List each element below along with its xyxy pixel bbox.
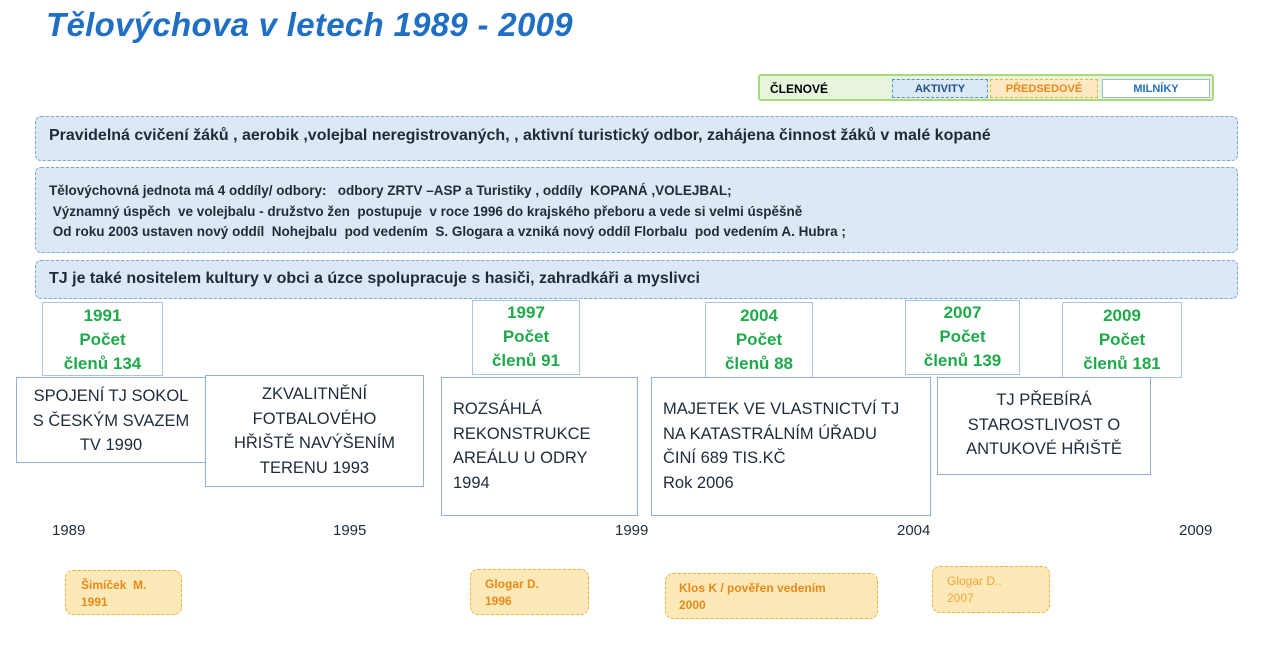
member-label: Počet — [79, 330, 126, 349]
member-year: 2004 — [740, 306, 778, 325]
milestone-line: HŘIŠTĚ NAVÝŠENÍM — [233, 434, 396, 452]
legend-chairmen: PŘEDSEDOVÉ — [990, 79, 1098, 98]
member-box-2009 — [1062, 302, 1182, 378]
milestone-box — [441, 377, 638, 516]
milestone-line: S ČESKÝM SVAZEM — [32, 411, 190, 430]
legend-milestones: MILNÍKY — [1102, 79, 1210, 98]
milestone-line: STAROSTLIVOST O — [967, 415, 1121, 434]
chairman-name: Glogar D. — [485, 577, 540, 591]
activity-band-1: Pravidelná cvičení žáků , aerobik ,volejbal neregistrovaných, , aktivní turistický odbor, zahájena činnost žáků v malé kopané — [35, 116, 1238, 161]
activity-band-2 — [35, 167, 1238, 253]
milestone-line: Rok 2006 — [663, 473, 734, 492]
chairman-box — [470, 569, 589, 615]
legend-activities: AKTIVITY — [892, 79, 988, 98]
milestone-line: AREÁLU U ODRY — [453, 449, 588, 467]
timeline-tick: 1995 — [333, 522, 367, 539]
chairman-box — [932, 566, 1050, 613]
milestone-line: TERENU 1993 — [259, 458, 370, 477]
milestone-line: TJ PŘEBÍRÁ — [996, 391, 1092, 409]
chairman-box — [665, 573, 878, 619]
member-count: členů 139 — [923, 351, 1002, 370]
chairman-year: 2000 — [679, 598, 706, 612]
member-box-2007 — [905, 300, 1020, 375]
member-year: 1991 — [83, 306, 122, 325]
member-box-1991 — [42, 302, 163, 376]
member-count: členů 134 — [63, 354, 142, 373]
member-year: 1997 — [507, 303, 545, 322]
milestone-line: REKONSTRUKCE — [453, 424, 591, 443]
timeline-tick: 1999 — [615, 522, 649, 539]
timeline-tick: 2004 — [897, 522, 931, 539]
member-label: Počet — [735, 330, 783, 349]
chairman-name: Šimíček M. — [81, 578, 147, 592]
legend — [758, 74, 1214, 101]
milestone-line: ROZSÁHLÁ — [453, 400, 542, 418]
member-label: Počet — [1098, 330, 1146, 349]
member-box-1997 — [472, 300, 580, 375]
chairman-name: Glogar D.. — [947, 574, 1002, 588]
chairman-year: 1996 — [485, 594, 512, 608]
milestone-line: NA KATASTRÁLNÍM ÚŘADU — [663, 424, 877, 443]
activity-line: Významný úspěch ve volejbalu - družstvo žen postupuje v roce 1996 do krajského přeboru a vede si velmi úspěšně — [49, 203, 803, 219]
milestone-line: ZKVALITNĚNÍ — [261, 385, 368, 403]
milestone-line: ČINÍ 689 TIS.KČ — [663, 449, 786, 467]
timeline-tick: 1989 — [52, 522, 86, 539]
member-count: členů 88 — [724, 354, 794, 373]
chairman-name: Klos K / pověřen vedením — [679, 581, 826, 595]
milestone-box — [651, 377, 931, 516]
milestone-box — [16, 377, 206, 463]
milestone-line: FOTBALOVÉHO — [252, 409, 377, 428]
member-year: 2007 — [943, 303, 982, 322]
milestone-line: 1994 — [453, 473, 490, 492]
chairman-year: 1991 — [81, 595, 108, 609]
activity-band-3: TJ je také nositelem kultury v obci a úzce spolupracuje s hasiči, zahradkáři a myslivci — [35, 260, 1238, 299]
chairman-year: 2007 — [947, 591, 974, 605]
activity-line: Od roku 2003 ustaven nový oddíl Nohejbalu pod vedením S. Glogara a vzniká nový oddíl Florbalu pod vedením A. Hubra ; — [49, 224, 846, 239]
member-box-2004 — [705, 302, 813, 378]
member-year: 2009 — [1103, 306, 1141, 325]
legend-members: ČLENOVÉ — [770, 81, 829, 96]
member-label: Počet — [939, 327, 986, 346]
activity-line: Tělovýchovná jednota má 4 oddíly/ odbory: odbory ZRTV –ASP a Turistiky , oddíly KOPANÁ ,VOLEJBAL; — [49, 183, 732, 198]
milestone-line: MAJETEK VE VLASTNICTVÍ TJ — [663, 400, 900, 418]
milestone-box — [937, 377, 1151, 475]
milestone-line: TV 1990 — [79, 436, 143, 454]
milestone-line: ANTUKOVÉ HŘIŠTĚ — [966, 440, 1122, 458]
page-title: Tělovýchova v letech 1989 - 2009 — [46, 6, 573, 43]
milestone-line: SPOJENÍ TJ SOKOL — [33, 387, 189, 405]
timeline-tick: 2009 — [1179, 522, 1213, 539]
member-label: Počet — [502, 327, 550, 346]
member-count: členů 91 — [491, 351, 561, 370]
milestone-box — [205, 375, 424, 487]
chairman-box — [65, 570, 182, 615]
member-count: členů 181 — [1083, 354, 1161, 373]
